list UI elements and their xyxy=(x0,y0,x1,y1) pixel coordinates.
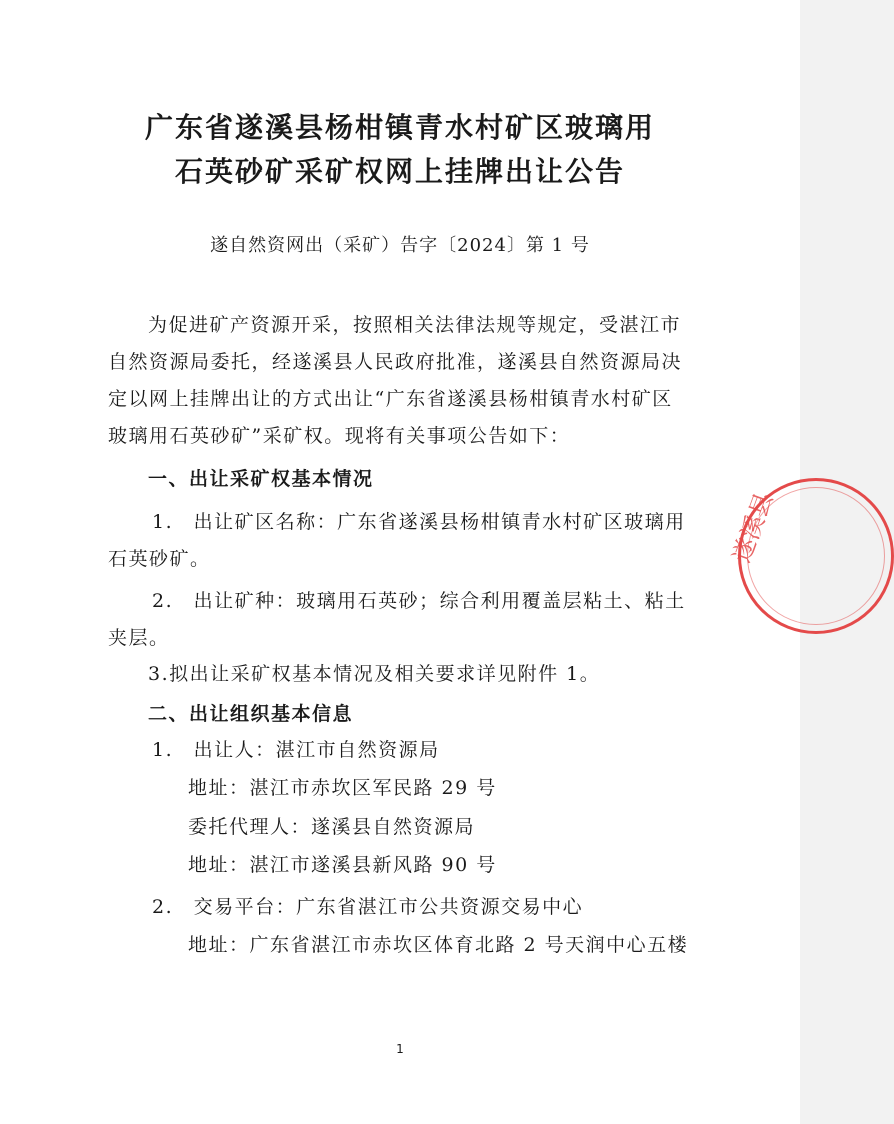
seal-text: 遂溪县 xyxy=(727,488,779,567)
section-1-item-1-line-1: 1. 出让矿区名称：广东省遂溪县杨柑镇青水村矿区玻璃用 xyxy=(152,511,686,533)
section-2-item-1-address: 地址：湛江市赤坎区军民路 29 号 xyxy=(188,777,497,799)
section-2-agent: 委托代理人：遂溪县自然资源局 xyxy=(188,816,476,838)
title-line-2: 石英砂矿采矿权网上挂牌出让公告 xyxy=(174,155,625,188)
section-2-item-1: 1. 出让人：湛江市自然资源局 xyxy=(152,739,440,761)
section-1-item-1-line-2: 石英砂矿。 xyxy=(108,548,211,570)
official-seal-icon xyxy=(727,478,894,634)
intro-line-1: 为促进矿产资源开采，按照相关法律法规等规定，受湛江市 xyxy=(148,314,682,336)
document-number: 遂自然资网出（采矿）告字〔2024〕第 1 号 xyxy=(210,235,590,256)
page-number: 1 xyxy=(396,1042,404,1056)
section-2-agent-address: 地址：湛江市遂溪县新风路 90 号 xyxy=(188,854,497,876)
intro-line-3: 定以网上挂牌出让的方式出让“广东省遂溪县杨柑镇青水村矿区 xyxy=(108,388,673,410)
section-1-heading: 一、出让采矿权基本情况 xyxy=(148,468,374,490)
section-1-item-2-line-1: 2. 出让矿种：玻璃用石英砂；综合利用覆盖层粘土、粘土 xyxy=(152,590,686,612)
intro-line-2: 自然资源局委托，经遂溪县人民政府批准，遂溪县自然资源局决 xyxy=(108,351,683,373)
section-2-item-2-address: 地址：广东省湛江市赤坎区体育北路 2 号天润中心五楼 xyxy=(188,934,689,956)
intro-line-4: 玻璃用石英砂矿”采矿权。现将有关事项公告如下： xyxy=(108,425,571,447)
section-2-heading: 二、出让组织基本信息 xyxy=(148,703,354,725)
section-2-item-2: 2. 交易平台：广东省湛江市公共资源交易中心 xyxy=(152,896,584,918)
section-1-item-3: 3.拟出让采矿权基本情况及相关要求详见附件 1。 xyxy=(148,663,601,685)
title-line-1: 广东省遂溪县杨柑镇青水村矿区玻璃用 xyxy=(144,111,655,144)
section-1-item-2-line-2: 夹层。 xyxy=(108,627,170,649)
